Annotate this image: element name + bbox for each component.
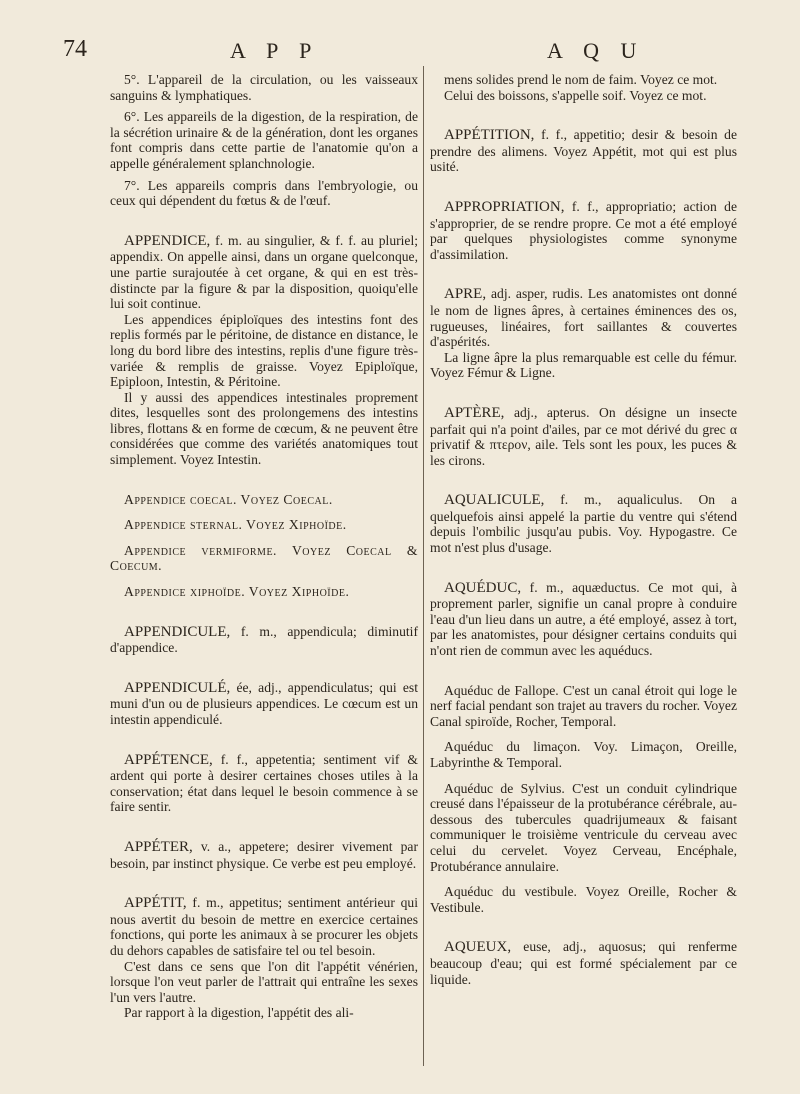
definition: f. m., aquæductus. Ce mot qui, à proprement parler, signifie un canal propre à conduire l'eau d'un lieu dans un autre, a été employé, assez à tort, par les anatomistes, pour désigner certains conduits qui n'ont rien de commun avec les aquéducs. bbox=[430, 579, 737, 659]
entry-appropriation bbox=[430, 199, 737, 262]
headword: APPENDICULÉ, bbox=[124, 679, 231, 696]
entry-aqueux bbox=[430, 939, 737, 987]
headword: APPROPRIATION, bbox=[444, 198, 565, 215]
entry-appetit-venerien: C'est dans ce sens que l'on dit l'appétit vénérien, lorsque l'on veut parler de l'attrait qui entraîne les sexes l'un vers l'autre. bbox=[110, 958, 418, 1005]
definition: f. m. au singulier, & f. f. au pluriel; appendix. On appelle ainsi, dans un organe quelconque, une partie surajoutée à cet organe, & qui en est très-distincte par la figure & par la disposition, quoiqu'elle lui soit continue. bbox=[110, 232, 419, 312]
headword: APPÉTIT, bbox=[124, 895, 187, 912]
entry-appendice bbox=[110, 233, 418, 312]
definition: f. f., appetentia; sentiment vif & ardent qui porte à desirer certaines choses utiles à la conservation; état dans lequel le besoin commence à se faire sentir. bbox=[110, 751, 418, 815]
definition: f. f., appropriatio; action de s'approprier, de se rendre propre. Ce mot a été employé par quelques physiologistes comme synonyme d'assimilation. bbox=[430, 198, 737, 262]
headword: APPÉTENCE, bbox=[124, 751, 213, 768]
right-column bbox=[430, 72, 737, 987]
entry-appendice-epiploiques: Les appendices épiploïques des intestins font des replis formés par le péritoine, de distance en distance, le long du bord libre des intestins, replis d'une figure très-variée & remplis de graisse. Voyez Epiploïque, Epiploon, Intestin, & Péritoine. bbox=[110, 311, 418, 390]
definition: f. m., aqualiculus. On a quelquefois ainsi appelé la partie du ventre qui s'étend depuis l'ombilic jusqu'au pubis. Voy. Hypogastre. Ce mot n'est plus d'usage. bbox=[430, 492, 737, 556]
headword: APPÉTITION, bbox=[444, 127, 535, 144]
definition: v. a., appetere; desirer vivement par besoin, par instinct physique. Ce verbe est peu employé. bbox=[110, 838, 418, 871]
headword: AQUALICULE, bbox=[444, 492, 545, 509]
entry-aqualicule bbox=[430, 492, 737, 555]
entry-appetit bbox=[110, 895, 418, 958]
definition: ée, adj., appendiculatus; qui est muni d'un ou de plusieurs appendices. Le cœcum est un intestin appendiculé. bbox=[110, 679, 418, 727]
entry-appendicule-adj bbox=[110, 680, 418, 728]
entry-appendice-xiphoide: Appendice xiphoïde. Voyez Xiphoïde. bbox=[124, 584, 350, 600]
entry-ligne-apre: La ligne âpre la plus remarquable est celle du fémur. Voyez Fémur & Ligne. bbox=[430, 349, 737, 381]
entry-soif: Celui des boissons, s'appelle soif. Voyez ce mot. bbox=[444, 87, 707, 103]
paragraph-5: 5°. L'appareil de la circulation, ou les vaisseaux sanguins & lymphatiques. bbox=[110, 72, 418, 103]
entry-appetence bbox=[110, 752, 418, 815]
headword: APPENDICE, bbox=[124, 232, 211, 249]
entry-appetit-digestion: Par rapport à la digestion, l'appétit des ali- bbox=[124, 1005, 354, 1021]
paragraph-6: 6°. Les appareils de la digestion, de la respiration, de la sécrétion urinaire & de la génération, dont les organes font compris dans cette partie de l'anatomie qu'on a appelle généralement splanchnologie. bbox=[110, 109, 418, 171]
definition: f. m., appetitus; sentiment antérieur qui nous avertit du besoin de mettre en exercice certaines fonctions, qui porte les animaux à se procurer les objets du dehors capables de satisfaire tel ou tel besoin. bbox=[110, 895, 418, 958]
definition: f. f., appetitio; desir & besoin de prendre des alimens. Voyez Appétit, mot qui est plus usité. bbox=[430, 127, 737, 175]
entry-appendice-coecal: Appendice coecal. Voyez Coecal. bbox=[124, 491, 333, 507]
column-divider bbox=[423, 66, 424, 1066]
definition: adj., apterus. On désigne un insecte parfait qui n'a point d'ailes, par ce mot dérivé du grec α privatif & πτερον, aile. Tels sont les poux, les puces & les cirons. bbox=[430, 404, 737, 468]
paragraph-7: 7°. Les appareils compris dans l'embryologie, ou ceux qui dépendent du fœtus & de l'œuf. bbox=[110, 177, 418, 209]
definition: f. m., appendicula; diminutif d'appendice. bbox=[110, 623, 418, 656]
entry-aqueduc bbox=[430, 580, 737, 659]
entry-apre bbox=[430, 286, 737, 349]
entry-appendicule bbox=[110, 624, 418, 656]
definition: euse, adj., aquosus; qui renferme beaucoup d'eau; qui est formé spécialement par ce liquide. bbox=[430, 939, 737, 987]
page-header bbox=[0, 36, 800, 66]
entry-appendice-vermiforme: Appendice vermiforme. Voyez Coecal & Coecum. bbox=[110, 542, 418, 574]
right-running-head: A Q U bbox=[547, 38, 645, 63]
headword: AQUÉDUC, bbox=[444, 579, 522, 596]
entry-appendice-sternal: Appendice sternal. Voyez Xiphoïde. bbox=[124, 517, 347, 533]
headword: APPENDICULE, bbox=[124, 623, 231, 640]
entry-appendice-intestinales: Il y aussi des appendices intestinales proprement dites, lesquelles sont des prolongemens des intestins libres, flottans & en forme de cœcum, & ne peuvent être considérées que comme des variétés anatomiques tout simplement. Voyez Intestin. bbox=[110, 389, 418, 468]
definition: adj. asper, rudis. Les anatomistes ont donné le nom de lignes âpres, à certaines éminences des os, rugueuses, linéaires, fort saillantes & couvertes d'aspérités. bbox=[430, 286, 737, 350]
entry-appetition bbox=[430, 127, 737, 175]
headword: APTÈRE, bbox=[444, 404, 505, 421]
left-column bbox=[110, 72, 418, 1021]
headword: APPÉTER, bbox=[124, 838, 193, 855]
headword: APRE, bbox=[444, 286, 487, 303]
continued-text: mens solides prend le nom de faim. Voyez ce mot. bbox=[444, 72, 718, 87]
entry-aqueduc-limacon: Aquéduc du limaçon. Voy. Limaçon, Oreille, Labyrinthe & Temporal. bbox=[430, 739, 737, 770]
entry-aqueduc-vestibule: Aquéduc du vestibule. Voyez Oreille, Rocher & Vestibule. bbox=[430, 884, 737, 915]
entry-aqueduc-sylvius: Aquéduc de Sylvius. C'est un conduit cylindrique creusé dans l'épaisseur de la protubérance cérébrale, au-dessous des tubercules quadrijumeaux & faisant communiquer le troisième ventricule du cerveau avec celui du cervelet. Voyez Cerveau, Encéphale, Protubérance annulaire. bbox=[430, 780, 737, 874]
entry-aqueduc-fallope: Aquéduc de Fallope. C'est un canal étroit qui loge le nerf facial pendant son trajet au travers du rocher. Voyez Canal spiroïde, Rocher, Temporal. bbox=[430, 682, 737, 729]
left-running-head: A P P bbox=[230, 38, 320, 63]
page-number: 74 bbox=[63, 36, 87, 62]
entry-appeter bbox=[110, 839, 418, 871]
entry-aptere bbox=[430, 405, 737, 468]
headword: AQUEUX, bbox=[444, 939, 512, 956]
